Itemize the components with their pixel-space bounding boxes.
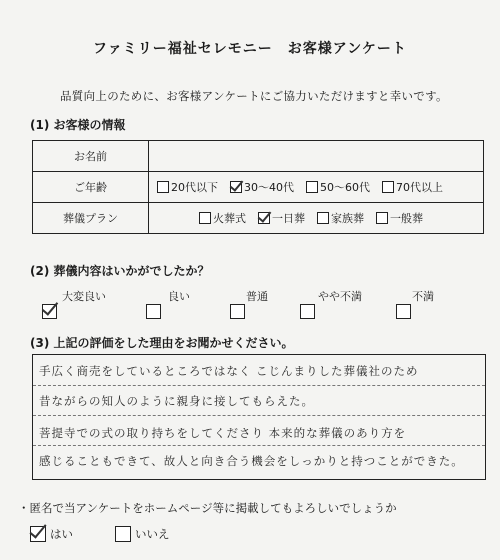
section3-heading: (3) 上記の評価をした理由をお聞かせください。 <box>30 336 294 350</box>
page-title: ファミリー福祉セレモニー お客様アンケート <box>93 41 407 57</box>
plan-options <box>149 210 483 226</box>
plan-checkbox[interactable] <box>317 212 329 224</box>
age-option-label: 50～60代 <box>320 181 370 194</box>
plan-option-label: 一日葬 <box>272 212 305 225</box>
plan-option-label: 火葬式 <box>213 212 246 225</box>
age-option[interactable] <box>306 179 370 195</box>
handwritten-line: 菩提寺での式の取り持ちをしてくださり 本来的な葬儀のあり方を <box>39 426 407 440</box>
consent-yes-label: はい <box>50 527 73 541</box>
rating-label: 大変良い <box>62 290 106 303</box>
rating-checkbox[interactable] <box>230 304 245 319</box>
name-field[interactable] <box>149 141 484 172</box>
ruled-line <box>33 415 485 416</box>
age-option[interactable] <box>230 179 294 195</box>
handwritten-line: 感じることもできて、故人と向き合う機会をしっかりと持つことができた。 <box>39 454 464 468</box>
plan-option[interactable] <box>317 210 364 226</box>
consent-no-checkbox[interactable] <box>115 526 131 542</box>
age-checkbox[interactable] <box>157 181 169 193</box>
consent-no-label: いいえ <box>135 527 170 541</box>
section1-heading: (1) お客様の情報 <box>30 118 126 132</box>
plan-checkbox[interactable] <box>199 212 211 224</box>
plan-checkbox[interactable] <box>258 212 270 224</box>
rating-checkbox[interactable] <box>146 304 161 319</box>
age-label: ご年齢 <box>33 172 149 203</box>
consent-question: ・匿名で当アンケートをホームページ等に掲載してもよろしいでしょうか <box>18 501 397 515</box>
age-option[interactable] <box>382 179 443 195</box>
rating-checkbox[interactable] <box>42 304 57 319</box>
age-option-label: 70代以上 <box>396 181 443 194</box>
rating-label: 不満 <box>412 290 434 303</box>
age-options <box>149 179 483 195</box>
plan-option[interactable] <box>376 210 423 226</box>
rating-checkbox[interactable] <box>300 304 315 319</box>
name-label: お名前 <box>33 141 149 172</box>
plan-option[interactable] <box>258 210 305 226</box>
rating-label: 良い <box>168 290 190 303</box>
ruled-line <box>33 445 485 446</box>
plan-option-label: 家族葬 <box>331 212 364 225</box>
consent-no-option[interactable] <box>115 526 170 542</box>
intro-text: 品質向上のために、お客様アンケートにご協力いただけますと幸いです。 <box>60 89 448 103</box>
customer-info-table <box>32 140 484 234</box>
rating-label: やや不満 <box>318 290 362 303</box>
age-checkbox[interactable] <box>382 181 394 193</box>
reason-textarea[interactable] <box>32 354 486 480</box>
consent-yes-option[interactable] <box>30 526 73 542</box>
age-checkbox[interactable] <box>230 181 242 193</box>
handwritten-line: 手広く商売をしているところではなく こじんまりした葬儀社のため <box>39 364 419 378</box>
plan-checkbox[interactable] <box>376 212 388 224</box>
age-checkbox[interactable] <box>306 181 318 193</box>
plan-option-label: 一般葬 <box>390 212 423 225</box>
age-option[interactable] <box>157 179 218 195</box>
rating-checkbox[interactable] <box>396 304 411 319</box>
rating-label: 普通 <box>246 290 268 303</box>
age-option-label: 30～40代 <box>244 181 294 194</box>
consent-yes-checkbox[interactable] <box>30 526 46 542</box>
plan-label: 葬儀プラン <box>33 203 149 234</box>
section2-heading: (2) 葬儀内容はいかがでしたか？ <box>30 264 210 278</box>
ruled-line <box>33 385 485 386</box>
plan-option[interactable] <box>199 210 246 226</box>
handwritten-line: 昔ながらの知人のように親身に接してもらえた。 <box>39 394 314 408</box>
age-option-label: 20代以下 <box>171 181 218 194</box>
